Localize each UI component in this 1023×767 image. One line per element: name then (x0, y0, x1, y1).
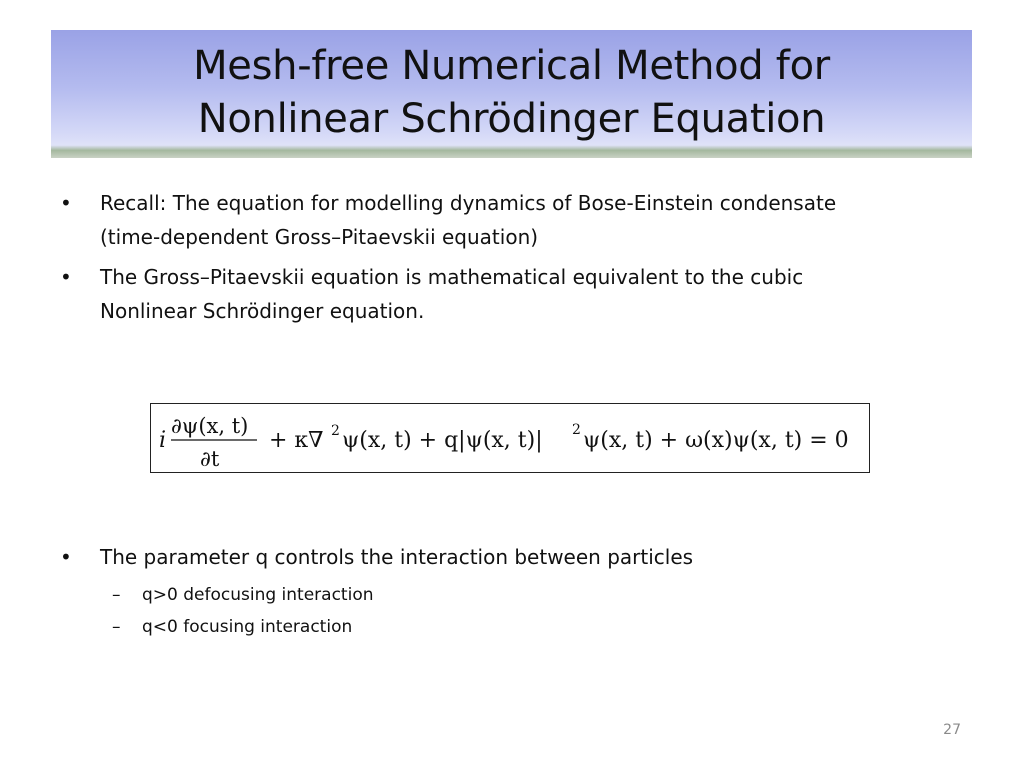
sub-bullet-marker: – (112, 617, 121, 637)
bullet-list-top (60, 186, 960, 334)
sub-item-text: q>0 defocusing interaction (142, 585, 374, 605)
bullet-marker: • (60, 191, 72, 215)
bullet-text-line: The Gross–Pitaevskii equation is mathematical equivalent to the cubic (100, 265, 804, 289)
equation-term-potential: ψ(x, t) + ω(x)ψ(x, t) = 0 (583, 428, 849, 453)
slide-title (51, 40, 972, 146)
equation-superscript-2: 2 (572, 422, 581, 438)
equation-denominator: ∂t (200, 447, 220, 471)
equation-term-nonlinear: ψ(x, t) + q|ψ(x, t)| (342, 428, 543, 453)
bullet-text-line: (time-dependent Gross–Pitaevskii equation) (100, 225, 539, 249)
gross-pitaevskii-equation (151, 404, 869, 472)
bullet-text-line: Nonlinear Schrödinger equation. (100, 299, 425, 323)
sub-bullet-marker: – (112, 585, 121, 605)
sub-item-text: q<0 focusing interaction (142, 617, 353, 637)
bullet-item-parameter-q (60, 540, 960, 574)
equation-superscript-1: 2 (331, 423, 340, 439)
bullet-list-bottom (60, 540, 960, 642)
bullet-marker: • (60, 545, 72, 569)
equation-box (150, 403, 870, 473)
equation-numerator: ∂ψ(x, t) (171, 414, 249, 438)
bullet-item-recall (60, 186, 960, 254)
slide-title-line-1: Mesh-free Numerical Method for (193, 43, 830, 89)
sub-item-focusing (60, 612, 960, 642)
equation-i: i (159, 428, 167, 453)
title-banner (51, 30, 972, 158)
equation-term-kappa: + κ∇ (269, 428, 324, 453)
bullet-item-equivalence (60, 260, 960, 328)
bullet-marker: • (60, 265, 72, 289)
bullet-text-line: The parameter q controls the interaction between particles (100, 545, 694, 569)
slide-title-line-2: Nonlinear Schrödinger Equation (197, 96, 826, 142)
bullet-text-line: Recall: The equation for modelling dynamics of Bose-Einstein condensate (100, 191, 837, 215)
page-number: 27 (943, 722, 961, 738)
sub-item-defocusing (60, 580, 960, 610)
